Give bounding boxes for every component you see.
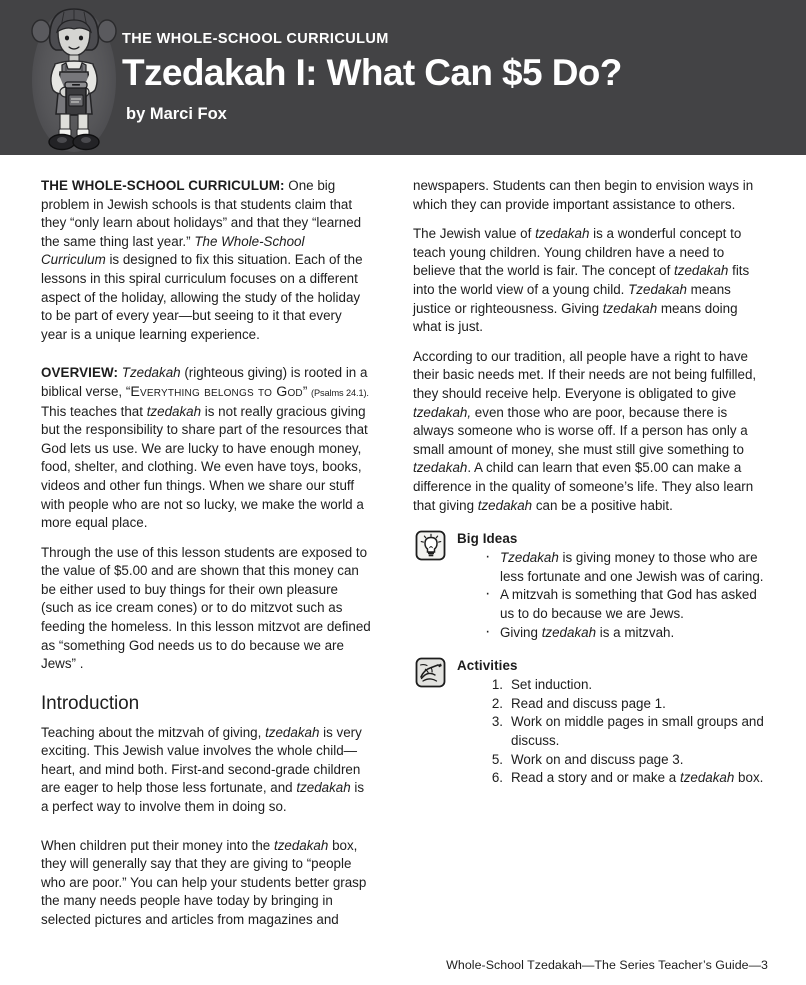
left-column [41,177,371,930]
paragraph-overview [41,364,371,532]
paragraph-tzedakah-box [41,837,371,930]
paragraph-lesson-value: Through the use of this lesson students are exposed to the value of $5.00 and are shown that this money can be either used to buy things for their own pleasure (such as ice cream cones) or to do mitzvot such as feeding the homeless. In this lesson mitzvot are defined as “something God needs us to do because we are Jews” . [41,544,371,672]
big-ideas-title: Big Ideas [457,531,518,547]
rpara3-italic-b: tzedakah [413,460,468,476]
lead-label-curriculum: THE WHOLE-SCHOOL CURRICULUM: [41,178,285,193]
right-column [413,177,769,788]
para2-text-d: This teaches that [41,403,147,419]
rpara2-text-b: is a wonderful concept to teach young children. Young children have a need to believe that the world is fair. The concept of [413,226,742,279]
big-idea-2-text: A mitzvah is something that God has asked us to do because we are Jews. [500,587,757,621]
para5-text-a: When children put their money into the [41,837,274,853]
paragraph-gap-2 [41,828,371,837]
para4-italic-a: tzedakah [265,724,320,740]
paragraph-teaching-mitzvah [41,724,371,817]
rpara2-italic-c: Tzedakah [628,281,687,297]
activity-1-text: Set induction. [511,677,593,693]
rpara3-text-b: even those who are poor, because there is always someone who is worse off. If a person has only a small amount of money, she must still give something to [413,404,748,457]
big-idea-1-italic: Tzedakah [500,550,559,566]
list-item [483,676,769,695]
paragraph-whole-school-curriculum [41,177,371,344]
para1-text-a: One big problem in Jewish schools is that students claim that they “only learn about holidays” and that they “learned the same thing last year.” [41,178,362,249]
paragraph-newspapers: newspapers. Students can then begin to envision ways in which they can provide important assistance to others. [413,178,754,212]
para5-text-b: box, they will generally say that they are giving to “people who are poor.” You can help your students better grasp the many needs people have today by bringing in selected pictures and articles from magazines and [41,837,367,928]
para2-italic-a: Tzedakah [121,365,181,381]
rpara2-italic-b: tzedakah [674,263,729,279]
para2-text-e: is not really gracious giving but the responsibility to share part of the resources that God lets us use. We are lucky to have enough money, food, shelter, and clothing. We even have toys, books, videos and other fun things. When we share our stuff with people who are not so lucky, we make the world a more equal place. [41,403,368,531]
paragraph-gap [41,355,371,364]
activity-6-italic: tzedakah [679,770,735,786]
page-header-banner [0,0,806,155]
rpara2-text-e: means doing what is just. [413,300,738,335]
lightbulb-icon [414,529,448,563]
big-idea-1-text: is giving money to those who are less fortunate and one Jewish was of caring. [500,550,764,584]
girl-with-tzedakah-box-illustration [22,2,126,154]
para2-text-b: (righteous giving) is rooted in a biblical verse, “ [41,365,368,399]
big-idea-3-text-a: Giving [500,624,542,640]
page-title: Tzedakah I: What Can $5 Do? [122,51,622,93]
lead-label-overview: OVERVIEW: [41,365,119,381]
list-item [483,586,769,623]
para5-italic-a: tzedakah [273,837,329,853]
scripture-citation: (Psalms 24.1). [311,387,369,398]
para4-text-c: is a perfect way to involve them in doing so. [41,780,365,815]
list-item [483,769,769,788]
activity-2-text: Read and discuss page 1. [511,695,666,711]
paragraph-tradition [413,348,769,515]
activities-list [457,676,769,788]
activity-2-number: 2. [491,695,503,711]
article-body [0,155,806,985]
activity-5-number: 5. [491,751,503,767]
activity-6-text-b: box. [734,770,764,786]
para4-text-b: is very exciting. This Jewish value involves the whole child—heart, and mind both. First-and second-grade children are eager to help those less fortunate, and [41,724,362,796]
para1-italic-a: The Whole-School Curriculum [41,233,305,268]
rpara2-text-c: fits into the world view of a young child. [413,263,750,297]
big-idea-3-text-b: is a mitzvah. [596,624,675,640]
big-idea-3-italic: tzedakah [541,624,597,640]
para4-text-a: Teaching about the mitzvah of giving, [41,724,266,740]
para2-text-c: ” [302,383,312,399]
activity-3-text: Work on middle pages in small groups and discuss. [511,714,764,748]
hand-writing-icon [414,656,448,690]
header-title-group [122,32,782,123]
page-footer: Whole-School Tzedakah—The Series Teacher’s Guide—3 [446,958,768,972]
activity-5-text: Work on and discuss page 3. [511,751,684,767]
activity-6-text-a: Read a story and or make a [511,770,680,786]
para1-text-b: is designed to fix this situation. Each of the lessons in this spiral curriculum focuses on a different aspect of the holiday, allowing the study of the holiday to be part of every year—but seeing to it that every year is a unique learning experience. [41,252,363,342]
rpara2-italic-d: tzedakah [602,300,658,316]
header-kicker: THE WHOLE-SCHOOL CURRICULUM [122,31,389,47]
activity-6-number: 6. [491,770,503,786]
author-byline: by Marci Fox [126,104,227,123]
para4-italic-b: tzedakah [296,780,351,796]
para2-italic-b: tzedakah [146,403,202,419]
list-item [483,549,769,586]
rpara3-text-d: can be a positive habit. [532,497,673,513]
activity-1-number: 1. [491,677,503,693]
biblical-verse-smallcaps: Everything belongs to God [130,383,303,400]
rpara3-text-a: According to our tradition, all people have a right to have their basic needs met. If their needs are not being fulfilled, they should receive help. Everyone is obligated to give [413,348,757,401]
big-ideas-callout [413,531,769,642]
list-item [483,624,769,643]
rpara2-text-d: means justice or righteousness. Giving [413,281,731,316]
list-item [483,695,769,714]
rpara2-text-a: The Jewish value of [413,226,536,242]
rpara2-italic-a: tzedakah [535,226,590,242]
list-item [483,713,769,750]
activity-3-number: 3. [491,714,503,730]
rpara3-italic-c: tzedakah [477,497,533,513]
big-ideas-list [457,549,769,642]
activities-title: Activities [457,658,518,674]
paragraph-jewish-value [413,225,769,337]
list-item [483,751,769,770]
section-heading-introduction: Introduction [41,692,140,714]
rpara3-text-c: . A child can learn that even $5.00 can make a difference in the quality of someone’s life. They also learn that giving [413,460,754,513]
rpara3-italic-a: tzedakah, [413,404,472,420]
activities-callout [413,658,769,788]
